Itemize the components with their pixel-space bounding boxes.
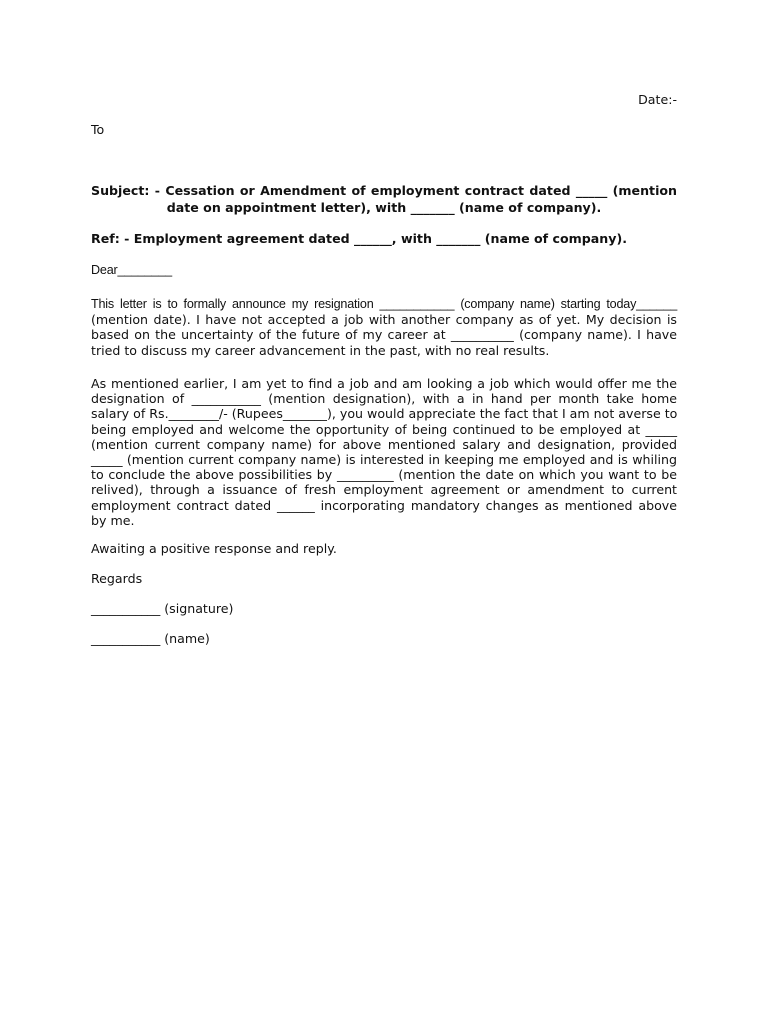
paragraph-resignation xyxy=(91,297,677,358)
paragraph-line: This letter is to formally announce my resignation ___________ (company name) starting today______ xyxy=(91,297,677,311)
paragraph-line: (mention date). I have not accepted a job with another company as of yet. My decision is xyxy=(91,312,677,328)
paragraph-line: As mentioned earlier, I am yet to find a job and am looking a job which would offer me the xyxy=(91,376,677,391)
paragraph-line: being employed and welcome the opportunity of being continued to be employed at _____ xyxy=(91,421,677,437)
recipient-to-label: To xyxy=(91,122,105,137)
subject-line-2: date on appointment letter), with _______ (name of company). xyxy=(166,200,602,215)
subject-line-1: Subject: - Cessation or Amendment of employment contract dated _____ (mention xyxy=(91,183,677,198)
regards-label: Regards xyxy=(91,571,143,586)
signature-line: ___________ (signature) xyxy=(91,601,234,616)
salutation: Dear________ xyxy=(91,263,172,277)
paragraph-line: tried to discuss my career advancement in the past, with no real results. xyxy=(91,342,550,358)
paragraph-line: salary of Rs.________/- (Rupees_______), you would appreciate the fact that I am not averse to xyxy=(91,406,678,422)
paragraph-line: based on the uncertainty of the future of my career at __________ (company name). I have xyxy=(91,327,677,343)
reference-line: Ref: - Employment agreement dated ______, with _______ (name of company). xyxy=(91,231,628,246)
paragraph-line: by me. xyxy=(91,512,135,528)
paragraph-line: employment contract dated ______ incorporating mandatory changes as mentioned above xyxy=(91,497,677,513)
closing-line: Awaiting a positive response and reply. xyxy=(91,541,337,556)
date-label: Date:- xyxy=(638,92,677,107)
paragraph-line: to conclude the above possibilities by _________ (mention the date on which you want to be xyxy=(91,467,677,483)
paragraph-line: (mention current company name) for above mentioned salary and designation, provided xyxy=(91,436,677,452)
paragraph-line: relived), through a issuance of fresh employment agreement or amendment to current xyxy=(91,482,677,498)
name-line: ___________ (name) xyxy=(91,631,210,646)
paragraph-line: _____ (mention current company name) is interested in keeping me employed and is whiling xyxy=(91,451,677,467)
paragraph-request xyxy=(91,376,677,528)
paragraph-line: designation of ___________ (mention designation), with a in hand per month take home xyxy=(91,391,677,407)
